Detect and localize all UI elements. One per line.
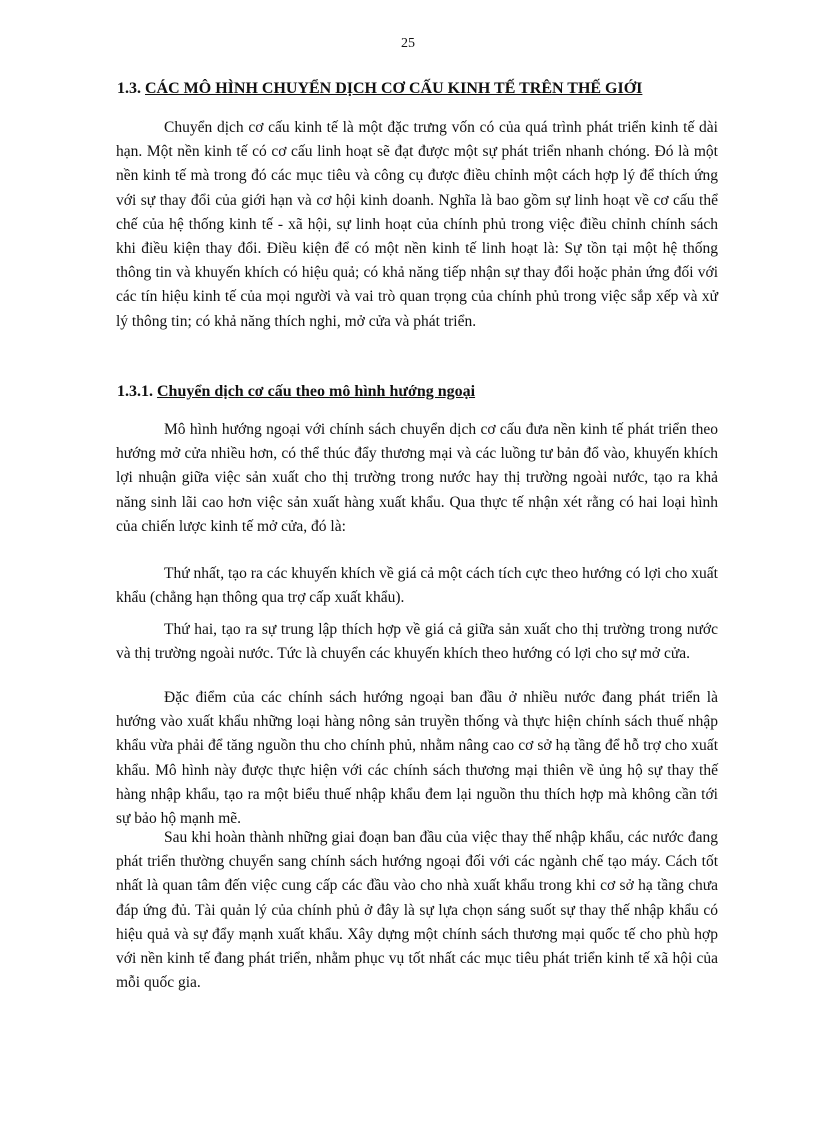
page-number: 25	[401, 36, 415, 51]
subsection-heading	[117, 382, 717, 402]
paragraph-intro: Chuyển dịch cơ cấu kinh tế là một đặc trưng vốn có của quá trình phát triển kinh tế dài hạn. Một nền kinh tế có cơ cấu linh hoạt sẽ đạt được một sự phát triển nhanh chóng. Đó là một nền kinh tế mà trong đó các mục tiêu và công cụ được điều chỉnh một cách hợp lý để thích ứng với sự thay đổi của giới hạn và cơ hội kinh doanh. Nghĩa là bao gồm sự linh hoạt về cơ cấu thể chế của hệ thống kinh tế - xã hội, sự linh hoạt của chính phủ trong việc điều chỉnh chính sách khi điều kiện thay đổi. Điều kiện để có một nền kinh tế linh hoạt là: Sự tồn tại một hệ thống thông tin và khuyến khích có hiệu quả; có khả năng tiếp nhận sự thay đổi hoặc phản ứng đối với các tín hiệu kinh tế của mọi người và vai trò quan trọng của chính phủ trong việc sắp xếp và xử lý thông tin; có khả năng thích nghi, mở cửa và phát triển.	[116, 119, 718, 330]
section-number: 1.3.	[117, 80, 141, 97]
paragraph-second-type: Thứ hai, tạo ra sự trung lập thích hợp về giá cả giữa sản xuất cho thị trường trong nước và thị trường ngoài nước. Tức là chuyển các khuyến khích theo hướng có lợi cho sự mở cửa.	[116, 621, 718, 663]
subsection-title: Chuyển dịch cơ cấu theo mô hình hướng ngoại	[157, 383, 476, 400]
section-heading	[117, 79, 717, 99]
paragraph-first-type: Thứ nhất, tạo ra các khuyến khích về giá cả một cách tích cực theo hướng có lợi cho xuất khẩu (chẳng hạn thông qua trợ cấp xuất khẩu).	[116, 565, 718, 607]
paragraph-characteristics: Đặc điểm của các chính sách hướng ngoại ban đầu ở nhiều nước đang phát triển là hướng vào xuất khẩu những loại hàng nông sản truyền thống và thực hiện chính sách thuế nhập khẩu vừa phải để tăng nguồn thu cho chính phủ, nhằm nâng cao cơ sở hạ tầng để hỗ trợ cho xuất khẩu. Mô hình này được thực hiện với các chính sách thương mại thiên về ủng hộ sự thay thế hàng nhập khẩu, tạo ra một biểu thuế nhập khẩu đem lại nguồn thu thích hợp mà không cần tới sự bảo hộ mạnh mẽ.	[116, 689, 718, 828]
paragraph-outward-model: Mô hình hướng ngoại với chính sách chuyển dịch cơ cấu đưa nền kinh tế phát triển theo hướng mở cửa nhiều hơn, có thể thúc đẩy thương mại và các luồng tư bản đổ vào, khuyến khích lợi nhuận giữa việc sản xuất cho thị trường trong nước hay thị trường ngoài nước, tạo ra khả năng sinh lãi cao hơn việc sản xuất hàng xuất khẩu. Qua thực tế nhận xét rằng có hai loại hình của chiến lược kinh tế mở cửa, đó là:	[116, 421, 718, 535]
subsection-number: 1.3.1.	[117, 383, 153, 400]
paragraph-after-import-substitution: Sau khi hoàn thành những giai đoạn ban đầu của việc thay thế nhập khẩu, các nước đang phát triển thường chuyển sang chính sách hướng ngoại đối với các ngành chế tạo máy. Cách tốt nhất là quan tâm đến việc cung cấp các đầu vào cho nhà xuất khẩu trong khi cơ sở hạ tầng chưa đáp ứng đủ. Tài quản lý của chính phủ ở đây là sự lựa chọn sáng suốt sự thay thế nhập khẩu có hiệu quả và sự đẩy mạnh xuất khẩu. Xây dựng một chính sách thương mại quốc tế cho phù hợp với nền kinh tế đang phát triển, nhằm phục vụ tốt nhất các mục tiêu phát triển kinh tế xã hội của mỗi quốc gia.	[116, 829, 718, 992]
section-title: CÁC MÔ HÌNH CHUYỂN DỊCH CƠ CẤU KINH TẾ TRÊN THẾ GIỚI	[145, 80, 643, 97]
